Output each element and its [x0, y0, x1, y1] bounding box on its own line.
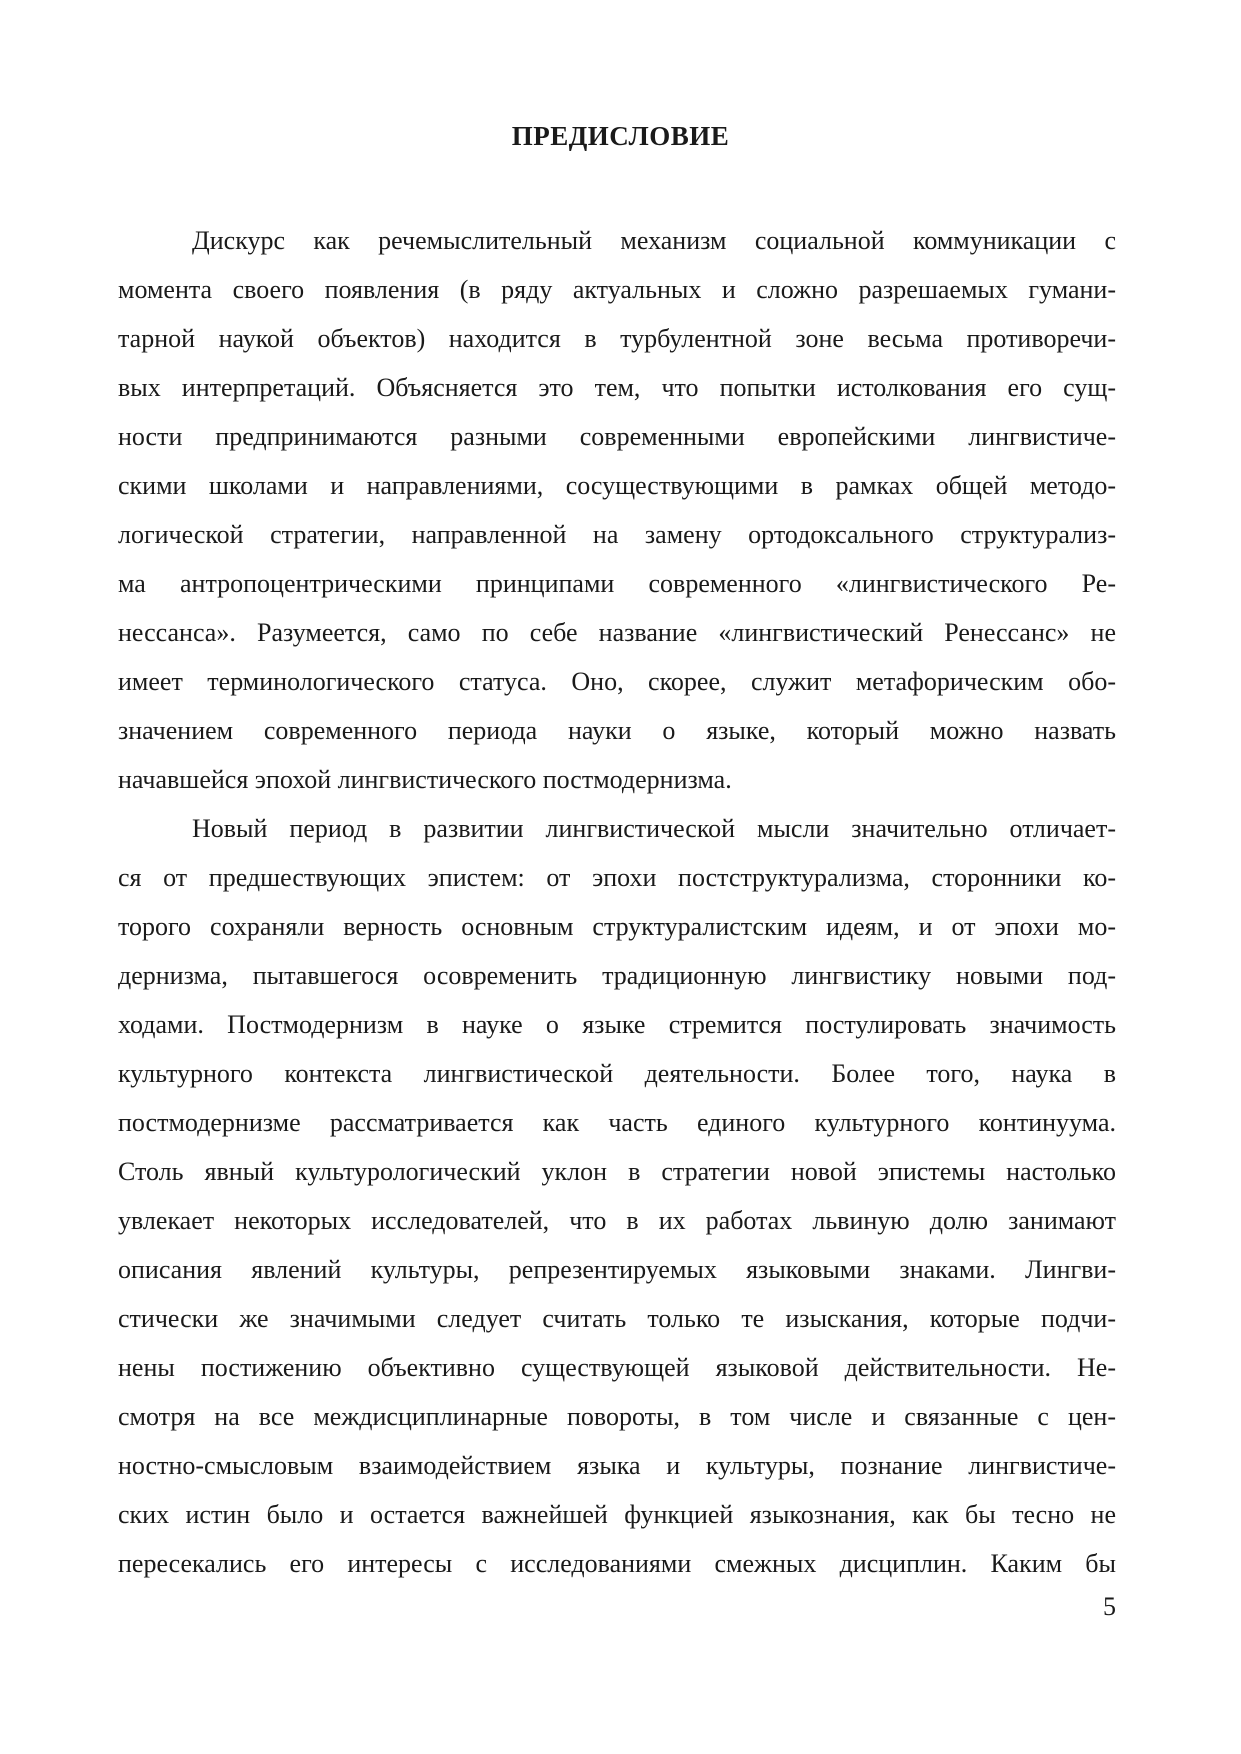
text-line: ма антропоцентрическими принципами современного «лингвистического Ре- — [118, 569, 1116, 598]
text-line: нессанса». Разумеется, само по себе название «лингвистический Ренессанс» не — [118, 618, 1116, 647]
text-line: имеет терминологического статуса. Оно, скорее, служит метафорическим обо- — [118, 667, 1116, 696]
text-line: ходами. Постмодернизм в науке о языке стремится постулировать значимость — [118, 1010, 1116, 1039]
page-number: 5 — [1103, 1592, 1116, 1621]
text-line: Столь явный культурологический уклон в стратегии новой эпистемы настолько — [118, 1157, 1116, 1186]
text-line: культурного контекста лингвистической деятельности. Более того, наука в — [118, 1059, 1116, 1088]
text-line: постмодернизме рассматривается как часть единого культурного континуума. — [118, 1108, 1116, 1137]
text-line: ностно-смысловым взаимодействием языка и культуры, познание лингвистиче- — [118, 1451, 1116, 1480]
text-line: пересекались его интересы с исследованиями смежных дисциплин. Каким бы — [118, 1549, 1116, 1578]
text-line: ности предпринимаются разными современными европейскими лингвистиче- — [118, 422, 1116, 451]
text-line: значением современного периода науки о языке, который можно назвать — [118, 716, 1116, 745]
page-title: ПРЕДИСЛОВИЕ — [511, 121, 730, 151]
text-line: начавшейся эпохой лингвистического постмодернизма. — [118, 765, 732, 794]
text-line: скими школами и направлениями, сосуществующими в рамках общей методо- — [118, 471, 1116, 500]
paragraph-1 — [118, 216, 1116, 804]
body-text — [118, 216, 1116, 1588]
text-line: ся от предшествующих эпистем: от эпохи постструктурализма, сторонники ко- — [118, 863, 1116, 892]
text-line: вых интерпретаций. Объясняется это тем, что попытки истолкования его сущ- — [118, 373, 1116, 402]
text-line: увлекает некоторых исследователей, что в их работах львиную долю занимают — [118, 1206, 1116, 1235]
paragraph-2 — [118, 804, 1116, 1588]
text-line: тарной наукой объектов) находится в турбулентной зоне весьма противоречи- — [118, 324, 1116, 353]
text-line: дернизма, пытавшегося осовременить традиционную лингвистику новыми под- — [118, 961, 1116, 990]
text-line: Дискурс как речемыслительный механизм социальной коммуникации с — [192, 226, 1116, 255]
text-line: момента своего появления (в ряду актуальных и сложно разрешаемых гумани- — [118, 275, 1116, 304]
text-line: ских истин было и остается важнейшей функцией языкознания, как бы тесно не — [118, 1500, 1116, 1529]
text-line: стически же значимыми следует считать только те изыскания, которые подчи- — [118, 1304, 1116, 1333]
text-line: логической стратегии, направленной на замену ортодоксального структурализ- — [118, 520, 1116, 549]
text-line: торого сохраняли верность основным структуралистским идеям, и от эпохи мо- — [118, 912, 1116, 941]
text-line: нены постижению объективно существующей языковой действительности. Не- — [118, 1353, 1116, 1382]
text-line: Новый период в развитии лингвистической мысли значительно отличает- — [192, 814, 1116, 843]
text-line: смотря на все междисциплинарные повороты, в том числе и связанные с цен- — [118, 1402, 1116, 1431]
text-line: описания явлений культуры, репрезентируемых языковыми знаками. Лингви- — [118, 1255, 1116, 1284]
